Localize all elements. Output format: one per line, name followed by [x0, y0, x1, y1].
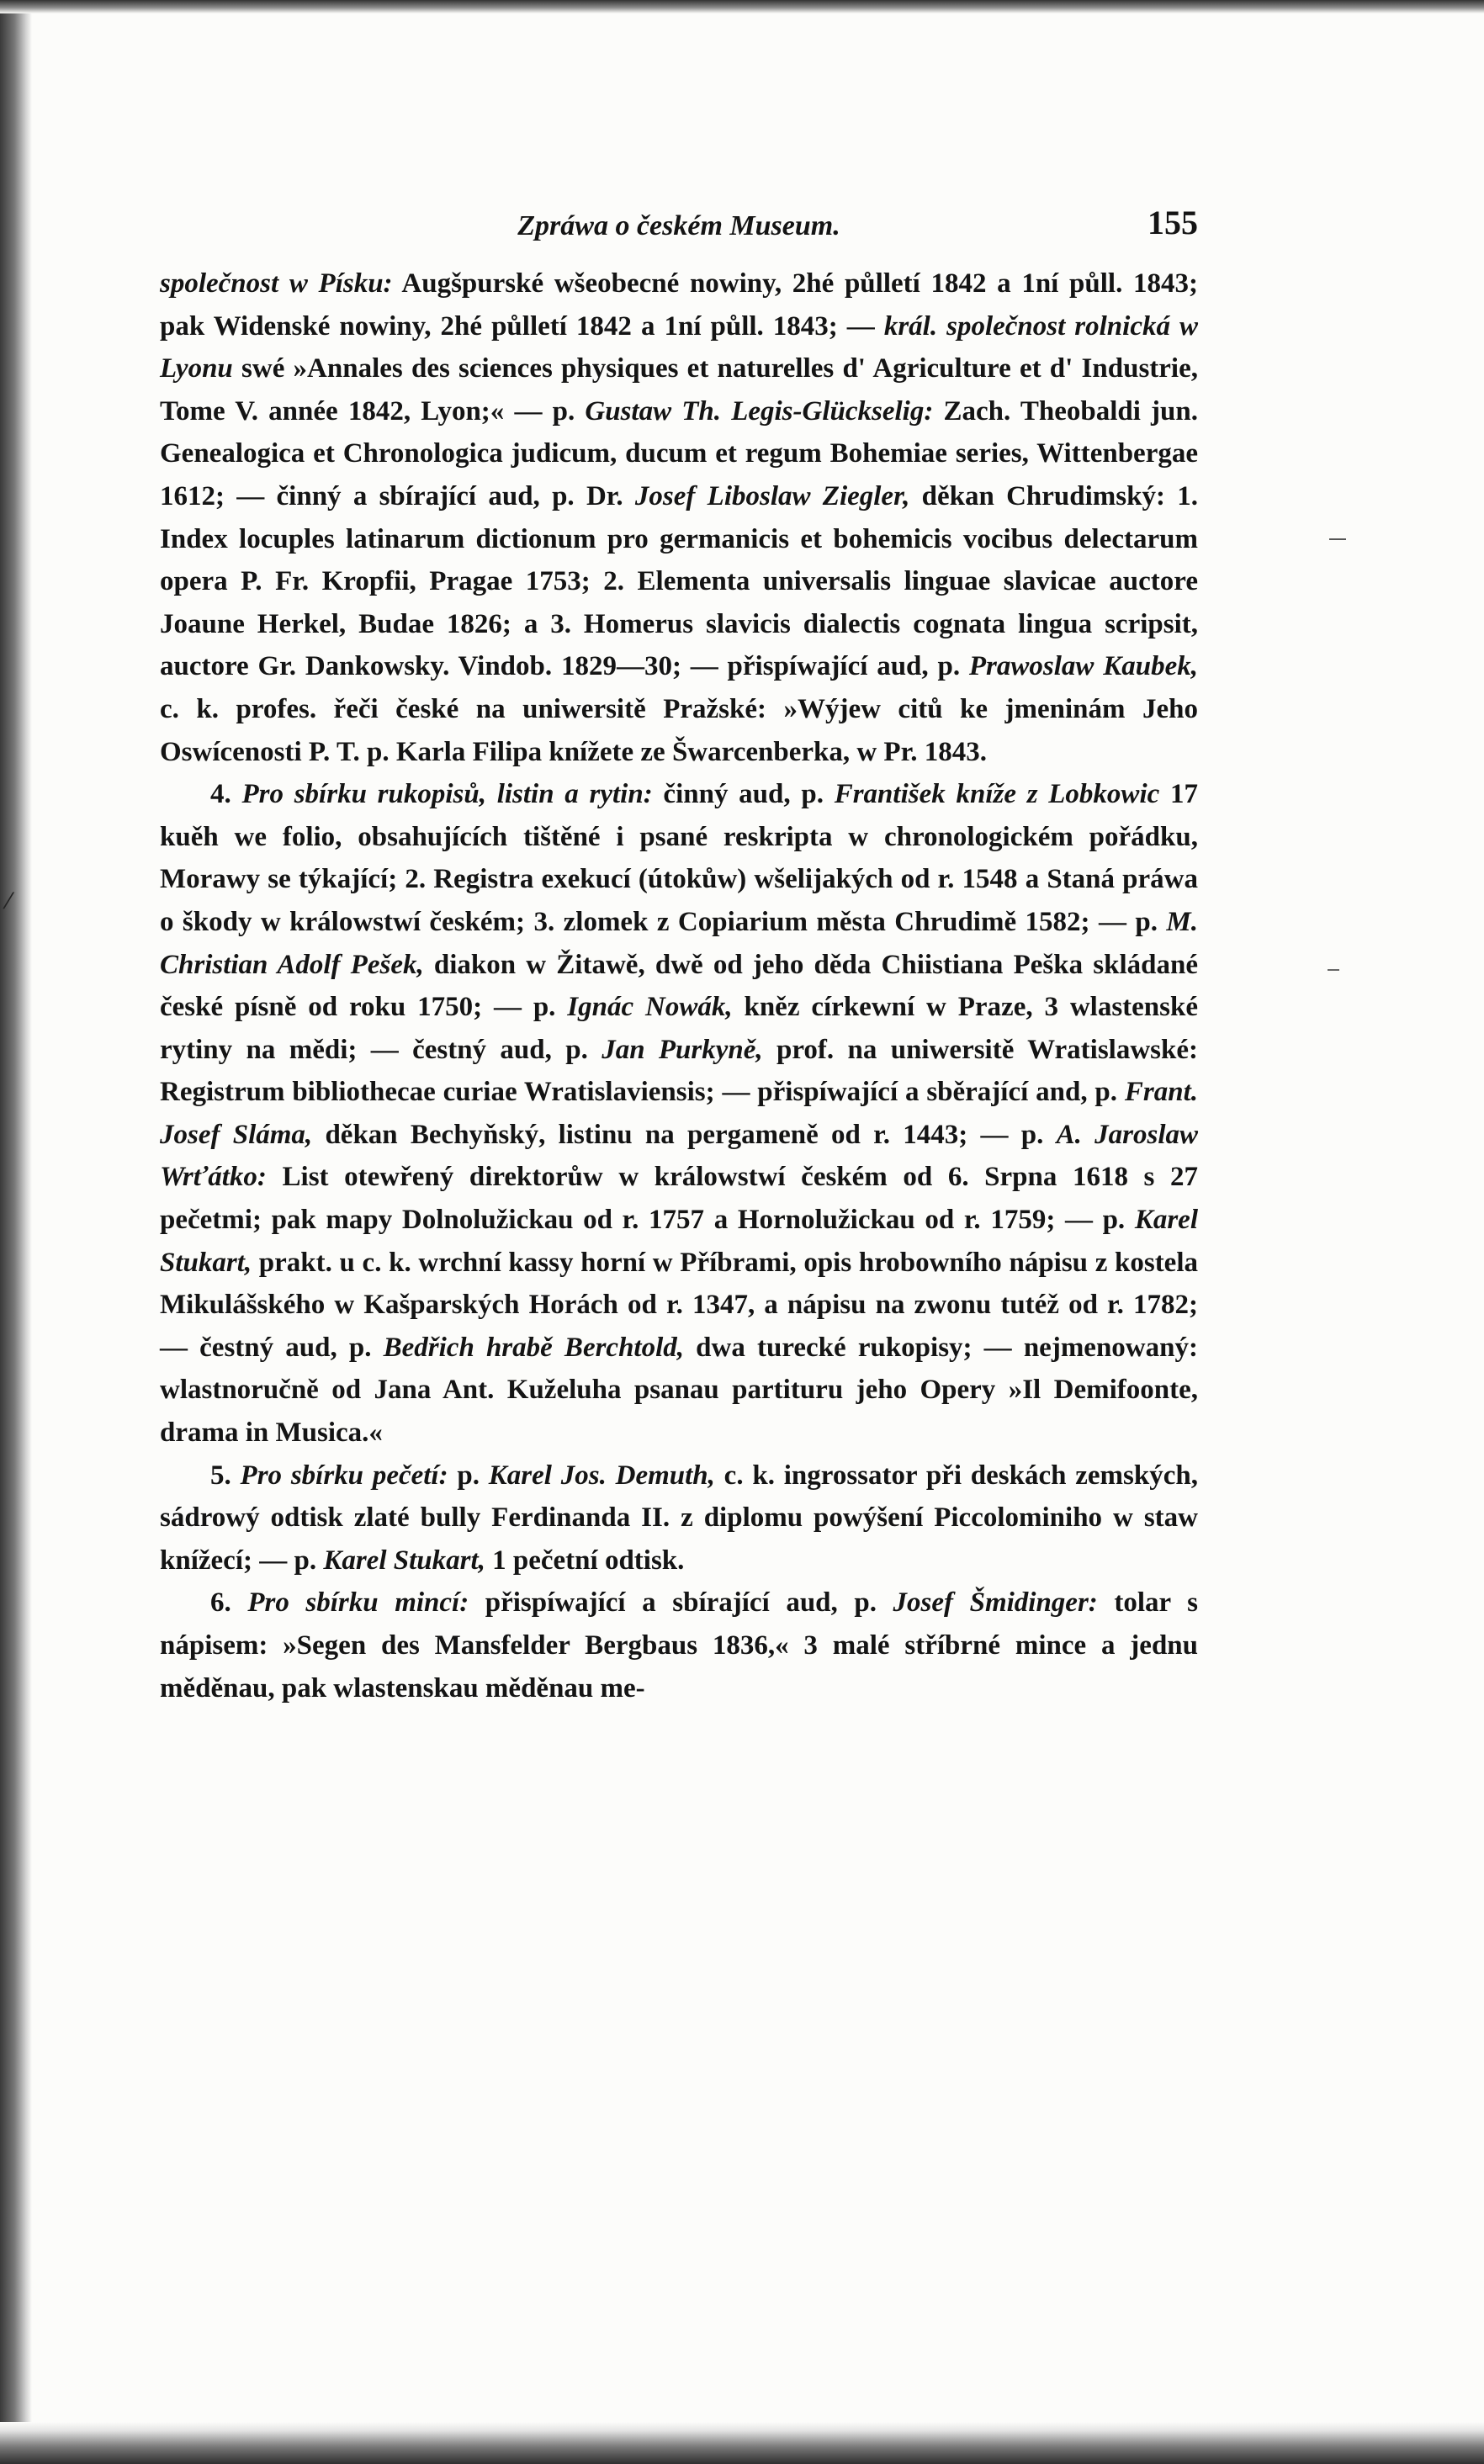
- margin-dash-mark: [1329, 538, 1346, 540]
- text-run: List otewřený direktorůw w králowstwí českém od 6. Srpna 1618 s 27 pečetmi; pak mapy Dolnolužickau od r. 1757 a Hornolužickau od r. 1759; — p.: [160, 1162, 1198, 1236]
- text-run: 6.: [210, 1587, 248, 1619]
- italic-run: Pro sbírku rukopisů, listin a rytin:: [241, 779, 653, 810]
- text-run: diakon w Žitawě, dwě od jeho děda Chiistiana Peška skládané české písně od roku 1750; — p.: [160, 949, 1198, 1023]
- text-run: 1 pečetní odtisk.: [485, 1545, 685, 1576]
- paragraph-manuscripts: [160, 773, 1198, 1455]
- text-run: tolar s nápisem: »Segen des Mansfelder Bergbaus 1836,« 3 malé stříbrné mince a jednu měděnau, pak wlastenskau měděnau me-: [160, 1587, 1198, 1704]
- text-run: děkan Chrudimský: 1. Index locuples latinarum dictionum pro germanicis et bohemicis vocibus delectarum opera P. Fr. Kropfii, Pragae 1753; 2. Elementa universalis linguae slavicae auctore Joaune Herkel, Budae 1826; a 3. Homerus slavicis dialectis cognata lingua scripsit, auctore Gr. Dankowsky. Vindob. 1829—30; — přispíwající aud, p.: [160, 480, 1199, 682]
- italic-run: M. Christian Adolf Pešek,: [160, 906, 1198, 980]
- text-run: děkan Bechyňský, listinu na pergameně od r. 1443; — p.: [312, 1119, 1057, 1150]
- italic-run: Ignác Nowák,: [567, 992, 733, 1023]
- page-edge-shadow-left: [0, 0, 32, 2464]
- page-header: [160, 202, 1198, 252]
- italic-run: Karel Stukart,: [160, 1205, 1198, 1278]
- italic-run: Gustaw Th. Legis-Glückselig:: [585, 395, 934, 427]
- page-number: 155: [1147, 204, 1198, 241]
- italic-run: Pro sbírku mincí:: [247, 1587, 469, 1619]
- text-run: 4.: [210, 779, 242, 810]
- text-run: prof. na uniwersitě Wratislawské: Registrum bibliothecae curiae Wratislaviensis; — přispíwající a sběrající and, p.: [160, 1034, 1199, 1108]
- text-run: Augšpurské wšeobecné nowiny, 2hé půlletí 1842 a 1ní půll. 1843; pak Widenské nowiny, 2hé půlletí 1842 a 1ní půll. 1843; —: [160, 268, 1198, 342]
- text-run: prakt. u c. k. wrchní kassy horní w Příbrami, opis hrobowního nápisu z kostela Mikulášského w Kašparských Horách od r. 1347, a nápisu na zwonu tutéž od r. 1782; — čestný aud, p.: [160, 1247, 1198, 1363]
- italic-run: Josef Šmidinger:: [893, 1587, 1098, 1619]
- paragraph-seals: [160, 1455, 1198, 1582]
- italic-run: Pro sbírku pečetí:: [240, 1460, 448, 1491]
- italic-run: A. Jaroslaw Wrťátko:: [160, 1119, 1199, 1193]
- italic-run: král. společnost rolnická w Lyonu: [160, 310, 1198, 384]
- text-run: c. k. profes. řeči české na uniwersitě Pražské: »Wýjew citů ke jmeninám Jeho Oswícenosti P. T. p. Karla Filipa knížete ze Šwarcenberka, w Pr. 1843.: [160, 693, 1198, 767]
- italic-run: František kníže z Lobkowic: [834, 779, 1160, 810]
- paragraph-coins: [160, 1582, 1198, 1709]
- text-run: přispíwající a sbírající aud, p.: [469, 1587, 893, 1619]
- text-run: p.: [448, 1460, 489, 1491]
- text-run: c. k. ingrossator při deskách zemských, sádrowý odtisk zlaté bully Ferdinanda II. z diplomu powýšení Piccolominiho w staw knížecí; — p.: [160, 1460, 1198, 1576]
- italic-run: Karel Stukart,: [323, 1545, 485, 1576]
- paragraph-donations-continued: [160, 262, 1198, 773]
- page-edge-shadow-top: [0, 0, 1484, 13]
- italic-run: Bedřich hrabě Berchtold,: [383, 1332, 685, 1363]
- text-run: 5.: [210, 1460, 241, 1491]
- text-run: swé »Annales des sciences physiques et naturelles d' Agriculture et d' Industrie, Tome V. année 1842, Lyon;« — p.: [160, 353, 1198, 427]
- running-title: Zpráwa o českém Museum.: [517, 210, 840, 241]
- margin-mark: ⁄: [7, 889, 11, 914]
- text-run: 17 kuěh we folio, obsahujících tištěné i psané reskripta w chronologickém pořádku, Morawy se týkající; 2. Registra exekucí (útokůw) wšelijakých od r. 1548 a Staná práwa o škody w králowstwí českém; 3. zlomek z Copiarium města Chrudimě 1582; — p.: [160, 779, 1198, 937]
- page-edge-shadow-bottom: [0, 2422, 1484, 2464]
- margin-dash-mark-lower: [1328, 969, 1339, 971]
- italic-run: Jan Purkyně,: [602, 1034, 763, 1065]
- book-page: [160, 202, 1198, 1709]
- text-run: činný aud, p.: [652, 779, 835, 810]
- italic-run: společnost w Písku:: [160, 268, 393, 299]
- text-run: dwa turecké rukopisy; — nejmenowaný: wlastnoručně od Jana Ant. Kuželuha psanau partituru jeho Opery »Il Demifoonte, drama in Musica.«: [160, 1332, 1198, 1449]
- italic-run: Josef Liboslaw Ziegler,: [634, 480, 910, 511]
- text-run: kněz církewní w Praze, 3 wlastenské rytiny na mědi; — čestný aud, p.: [160, 992, 1199, 1065]
- italic-run: Frant. Josef Sláma,: [160, 1077, 1198, 1150]
- italic-run: Karel Jos. Demuth,: [488, 1460, 715, 1491]
- text-run: Zach. Theobaldi jun. Genealogica et Chronologica judicum, ducum et regum Bohemiae series, Wittenbergae 1612; — činný a sbírající aud, p. Dr.: [160, 395, 1198, 511]
- italic-run: Prawoslaw Kaubek,: [968, 651, 1198, 682]
